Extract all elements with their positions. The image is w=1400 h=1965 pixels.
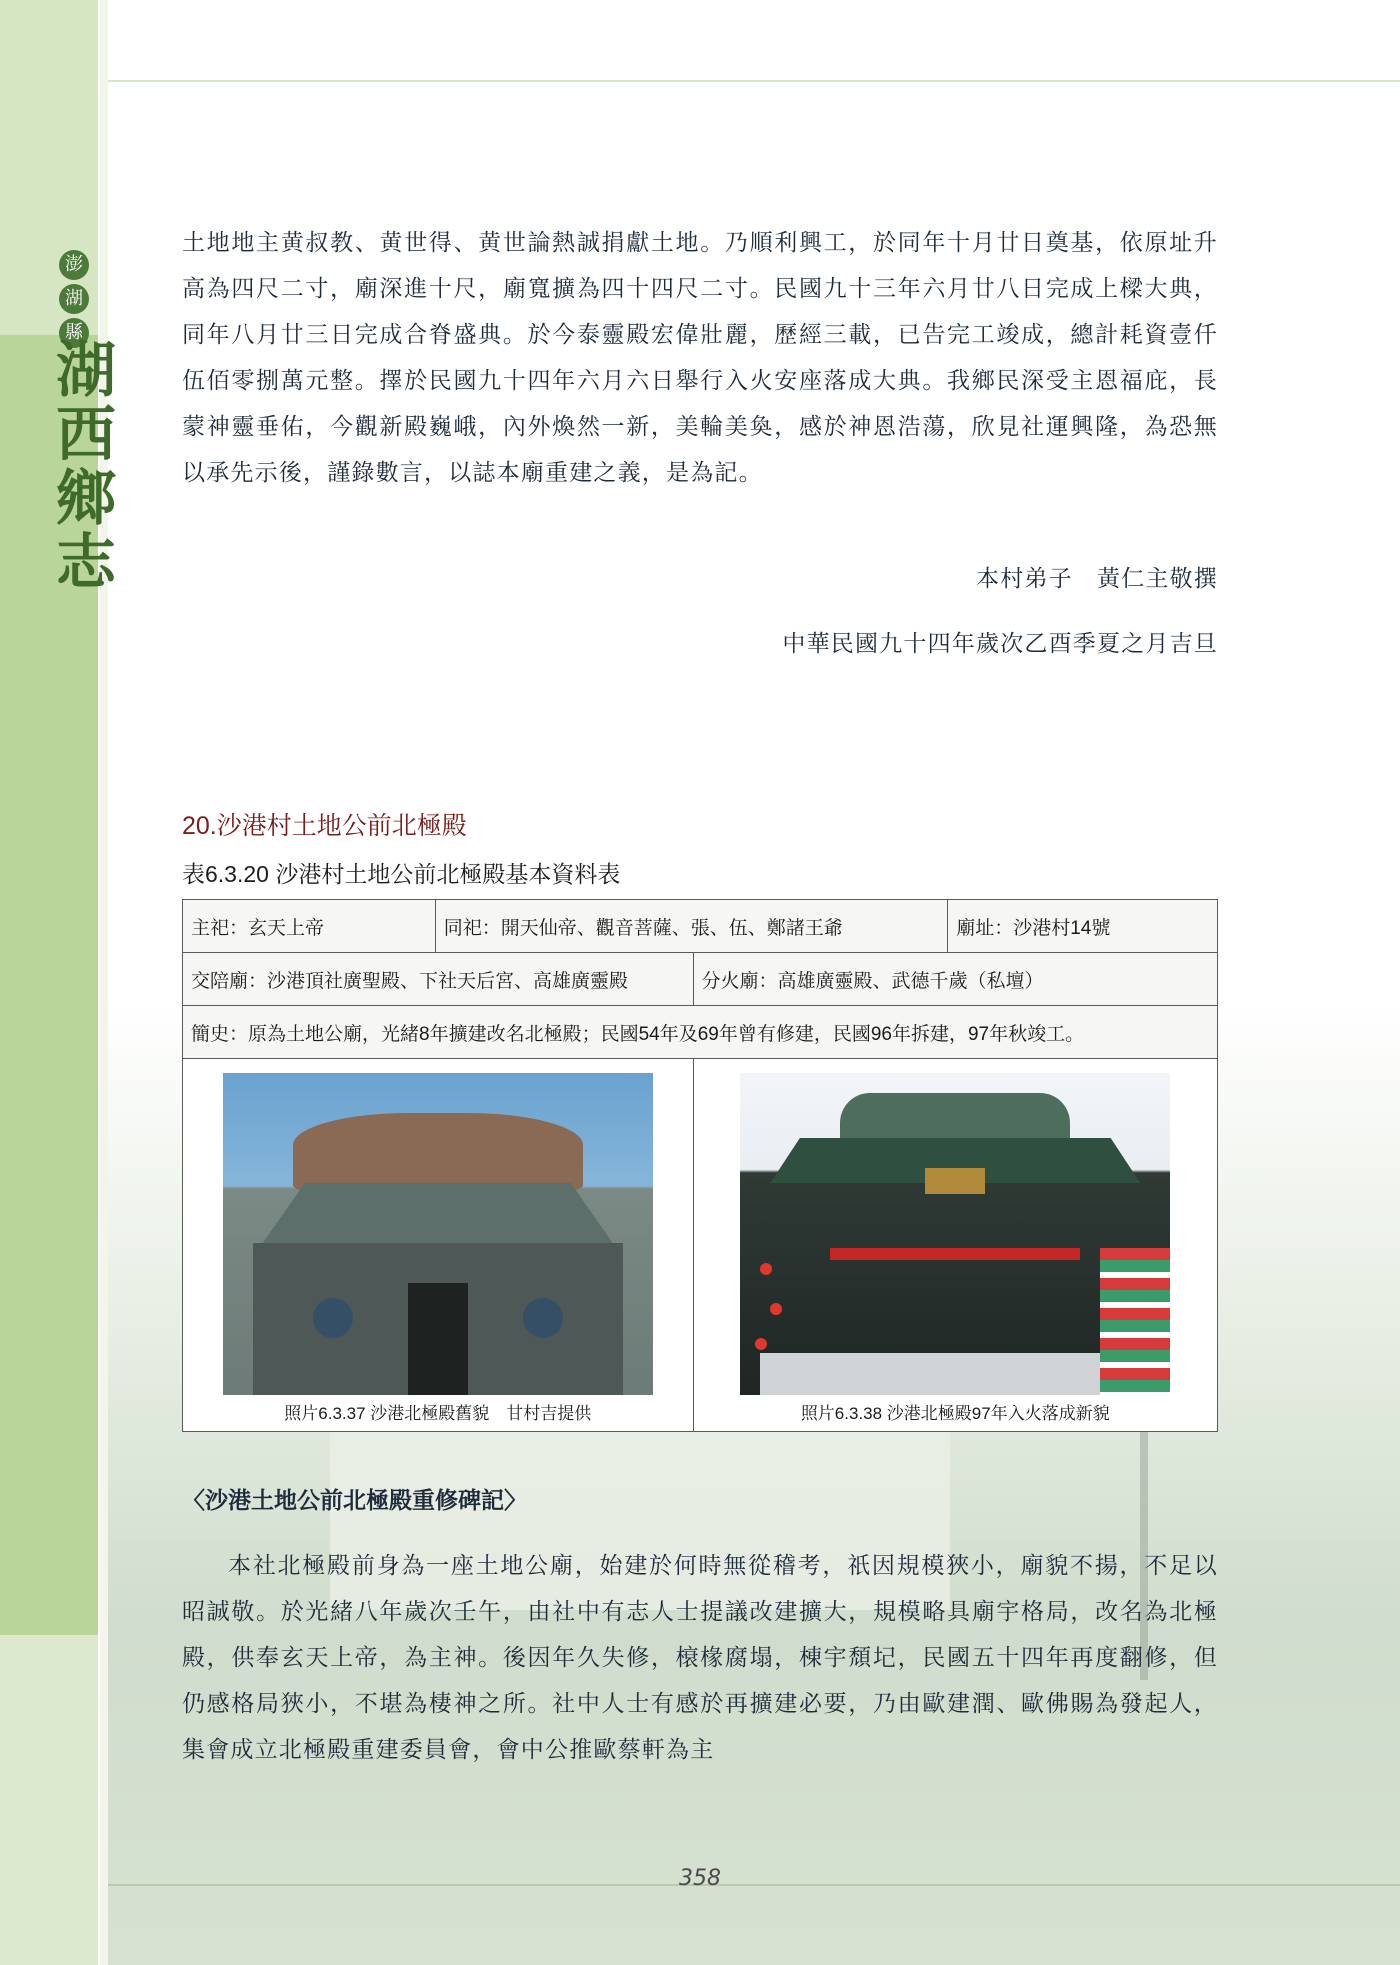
history-cell: 簡史：原為土地公廟，光緒8年擴建改名北極殿；民國54年及69年曾有修建，民國96年拆建，97年秋竣工。: [183, 1006, 1218, 1059]
photo-cell-new: [693, 1059, 1217, 1432]
body-text-block: [182, 220, 1218, 496]
co-deities-cell: 同祀：開天仙帝、觀音菩薩、張、伍、鄭諸王爺: [435, 900, 947, 953]
temple-info-table: [182, 899, 1218, 1432]
inscription-text-block: [182, 1543, 1218, 1773]
table-row: [183, 1006, 1218, 1059]
photo-cell-old: [183, 1059, 694, 1432]
body-paragraph: 土地地主黄叔教、黄世得、黄世論熱誠捐獻土地。乃順利興工，於同年十月廿日奠基，依原址升高為四尺二寸，廟深進十尺，廟寬擴為四十四尺二寸。民國九十三年六月廿八日完成上樑大典，同年八月廿三日完成合脊盛典。於今泰靈殿宏偉壯麗，歷經三載，已告完工竣成，總計耗資壹仟伍佰零捌萬元整。擇於民國九十四年六月六日舉行入火安座落成大典。我鄉民深受主恩福庇，長蒙神靈垂佑，今觀新殿巍峨，內外煥然一新，美輪美奐，感於神恩浩蕩，欣見社運興隆，為恐無以承先示後，謹錄數言，以誌本廟重建之義，是為記。: [182, 230, 1218, 486]
branch-temples-cell: 分火廟：高雄廣靈殿、武德千歲（私壇）: [693, 953, 1217, 1006]
table-row: [183, 953, 1218, 1006]
top-rule: [108, 80, 1400, 82]
photo-caption-old: 照片6.3.37 沙港北極殿舊貌 甘村吉提供: [284, 1404, 592, 1423]
photo-caption-new: 照片6.3.38 沙港北極殿97年入火落成新貌: [800, 1404, 1110, 1423]
inscription-paragraph: 本社北極殿前身為一座土地公廟，始建於何時無從稽考，祇因規模狹小，廟貌不揚，不足以昭誠敬。於光緒八年歲次壬午，由社中有志人士提議改建擴大，規模略具廟宇格局，改名為北極殿，供奉玄天上帝，為主神。後因年久失修，榱椽腐塌，棟宇頹圮，民國五十四年再度翻修，但仍感格局狹小，不堪為棲神之所。社中人士有感於再擴建必要，乃由歐建潤、歐佛賜為發起人，集會成立北極殿重建委員會，會中公推歐蔡軒為主: [182, 1553, 1218, 1763]
county-char: 澎: [59, 250, 89, 280]
book-title: 湖西鄉志: [46, 338, 116, 594]
signature-date: 中華民國九十四年歲次乙酉季夏之月吉旦: [782, 631, 1218, 657]
page-number: 358: [679, 1866, 721, 1891]
section-heading: 20.沙港村土地公前北極殿: [182, 812, 467, 840]
address-cell: 廟址：沙港村14號: [948, 900, 1218, 953]
county-char: 縣: [59, 318, 89, 348]
new-temple-photo: [740, 1073, 1170, 1395]
county-char: 湖: [59, 284, 89, 314]
table-caption: 表6.3.20 沙港村土地公前北極殿基本資料表: [182, 861, 621, 887]
left-edge-line: [100, 0, 108, 1965]
table-row: [183, 900, 1218, 953]
main-deity-cell: 主祀：玄天上帝: [183, 900, 436, 953]
inscription-title: 〈沙港土地公前北極殿重修碑記〉: [182, 1488, 527, 1514]
old-temple-photo: [223, 1073, 653, 1395]
signature-author: 本村弟子 黃仁主敬撰: [976, 566, 1218, 592]
table-row: [183, 1059, 1218, 1432]
companion-temples-cell: 交陪廟：沙港頂社廣聖殿、下社天后宮、高雄廣靈殿: [183, 953, 694, 1006]
county-badge: [56, 250, 92, 348]
left-band-lower: [0, 1635, 98, 1965]
